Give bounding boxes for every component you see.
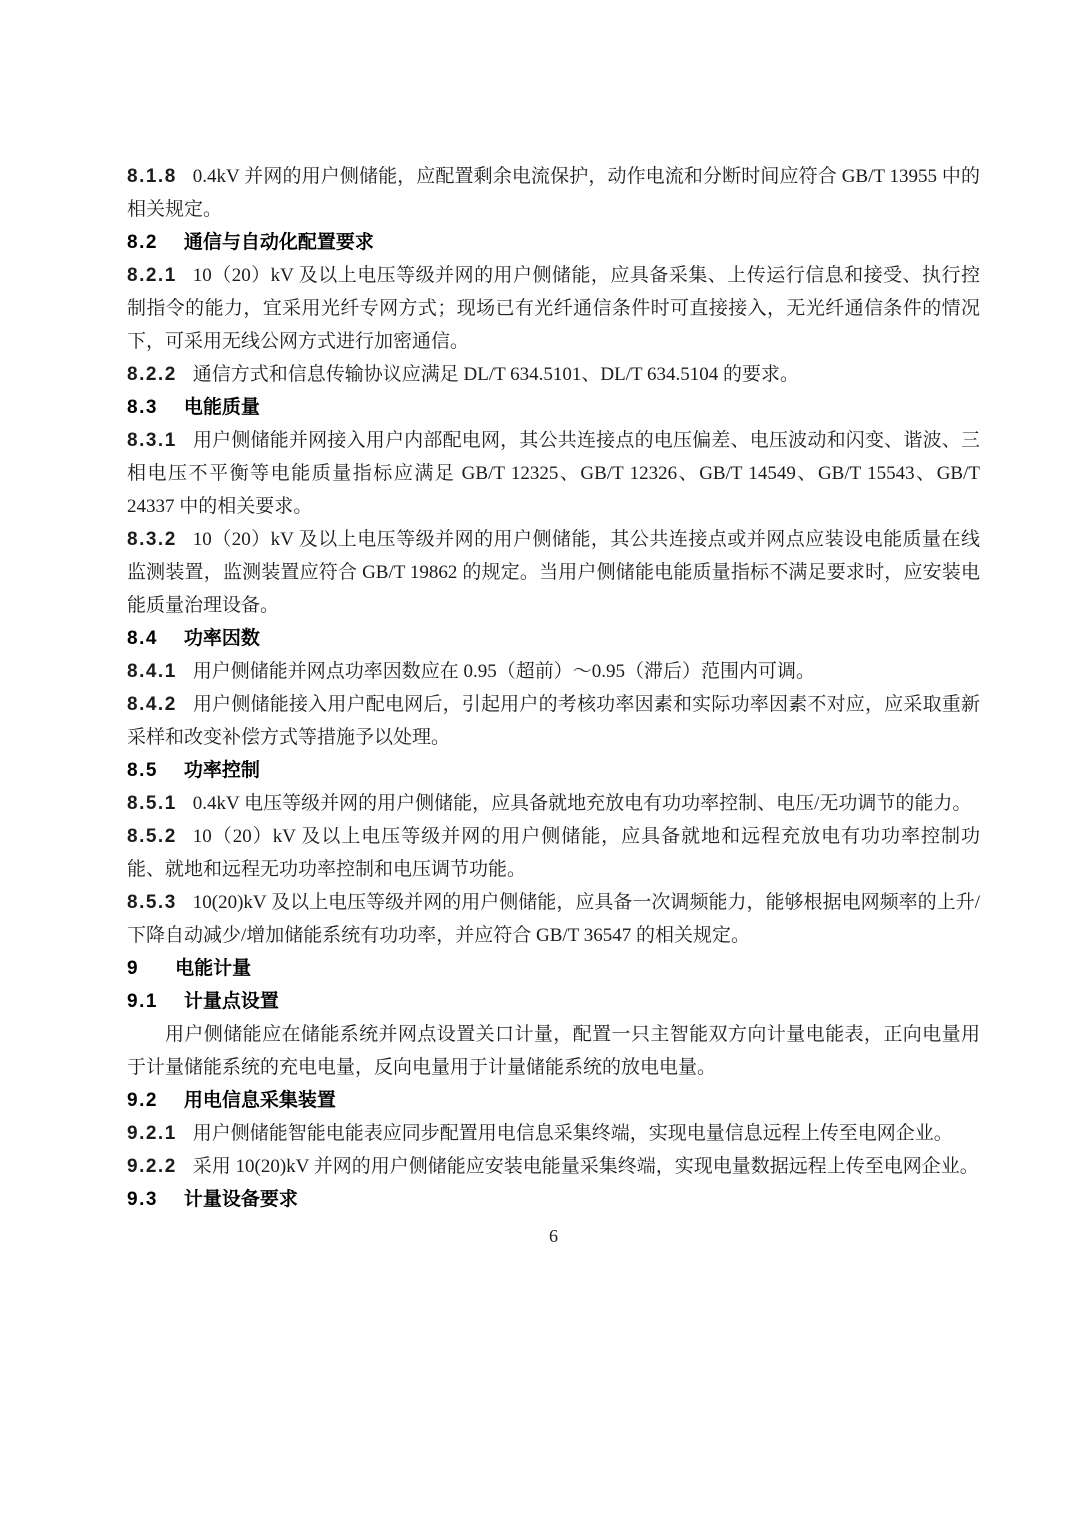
section-heading-8-5 <box>127 754 980 787</box>
chapter-title: 电能计量 <box>175 958 252 979</box>
section-title: 用电信息采集装置 <box>183 1090 336 1111</box>
section-number: 8.5 <box>127 760 158 781</box>
clause-text: 0.4kV 电压等级并网的用户侧储能，应具备就地充放电有功功率控制、电压/无功调节的能力。 <box>192 793 972 814</box>
clause-text: 采用 10(20)kV 并网的用户侧储能应安装电能量采集终端，实现电量数据远程上传至电网企业。 <box>192 1156 979 1177</box>
clause-8-3-2 <box>127 523 980 622</box>
clause-text: 用户侧储能并网点功率因数应在 0.95（超前）～0.95（滞后）范围内可调。 <box>192 661 816 682</box>
clause-8-5-2 <box>127 820 980 886</box>
clause-9-2-2 <box>127 1150 980 1183</box>
section-title: 计量设备要求 <box>183 1189 298 1210</box>
section-title: 计量点设置 <box>183 991 279 1012</box>
clause-8-2-2 <box>127 358 980 391</box>
section-number: 8.4 <box>127 628 158 649</box>
clause-8-4-1 <box>127 655 980 688</box>
clause-8-2-1 <box>127 259 980 358</box>
clause-8-5-3 <box>127 886 980 952</box>
clause-number: 8.5.1 <box>127 793 177 814</box>
clause-number: 8.4.1 <box>127 661 177 682</box>
clause-text: 通信方式和信息传输协议应满足 DL/T 634.5101、DL/T 634.5104 的要求。 <box>192 364 800 385</box>
clause-text: 用户侧储能并网接入用户内部配电网，其公共连接点的电压偏差、电压波动和闪变、谐波、三相电压不平衡等电能质量指标应满足 GB/T 12325、GB/T 12326、GB/T 14549、GB/T 15543、GB/T 24337 中的相关要求。 <box>127 430 980 517</box>
section-heading-8-4 <box>127 622 980 655</box>
chapter-heading-9 <box>127 952 980 985</box>
section-title: 功率因数 <box>183 628 260 649</box>
clause-number: 8.1.8 <box>127 166 177 187</box>
clause-8-1-8 <box>127 160 980 226</box>
section-heading-9-3 <box>127 1183 980 1216</box>
clause-text: 10（20）kV 及以上电压等级并网的用户侧储能，其公共连接点或并网点应装设电能质量在线监测装置，监测装置应符合 GB/T 19862 的规定。当用户侧储能电能质量指标不满足要求时，应安装电能质量治理设备。 <box>127 529 980 616</box>
clause-number: 8.3.2 <box>127 529 177 550</box>
section-number: 9.1 <box>127 991 158 1012</box>
clause-text: 10（20）kV 及以上电压等级并网的用户侧储能，应具备就地和远程充放电有功功率控制功能、就地和远程无功功率控制和电压调节功能。 <box>127 826 980 880</box>
section-heading-8-3 <box>127 391 980 424</box>
chapter-number: 9 <box>127 958 140 979</box>
clause-8-4-2 <box>127 688 980 754</box>
clause-text: 10(20)kV 及以上电压等级并网的用户侧储能，应具备一次调频能力，能够根据电网频率的上升/下降自动减少/增加储能系统有功功率，并应符合 GB/T 36547 的相关规定。 <box>127 892 980 946</box>
clause-number: 8.2.1 <box>127 265 177 286</box>
clause-number: 9.2.1 <box>127 1123 177 1144</box>
body-paragraph: 用户侧储能应在储能系统并网点设置关口计量，配置一只主智能双方向计量电能表，正向电量用于计量储能系统的充电电量，反向电量用于计量储能系统的放电电量。 <box>127 1024 980 1078</box>
section-title: 通信与自动化配置要求 <box>183 232 374 253</box>
section-number: 9.2 <box>127 1090 158 1111</box>
clause-9-2-1 <box>127 1117 980 1150</box>
section-number: 8.3 <box>127 397 158 418</box>
document-body <box>127 160 980 1247</box>
clause-number: 8.2.2 <box>127 364 177 385</box>
clause-text: 用户侧储能智能电能表应同步配置用电信息采集终端，实现电量信息远程上传至电网企业。 <box>192 1123 953 1144</box>
clause-text: 0.4kV 并网的用户侧储能，应配置剩余电流保护，动作电流和分断时间应符合 GB/T 13955 中的相关规定。 <box>127 166 980 220</box>
page-number: 6 <box>549 1226 558 1246</box>
clause-text: 用户侧储能接入用户配电网后，引起用户的考核功率因素和实际功率因素不对应，应采取重新采样和改变补偿方式等措施予以处理。 <box>127 694 980 748</box>
clause-8-3-1 <box>127 424 980 523</box>
section-heading-9-1 <box>127 985 980 1018</box>
section-heading-9-2 <box>127 1084 980 1117</box>
clause-text: 10（20）kV 及以上电压等级并网的用户侧储能，应具备采集、上传运行信息和接受、执行控制指令的能力，宜采用光纤专网方式；现场已有光纤通信条件时可直接接入，无光纤通信条件的情况下，可采用无线公网方式进行加密通信。 <box>127 265 980 352</box>
clause-number: 8.5.2 <box>127 826 177 847</box>
section-heading-8-2 <box>127 226 980 259</box>
section-number: 9.3 <box>127 1189 158 1210</box>
section-title: 电能质量 <box>183 397 260 418</box>
clause-number: 8.4.2 <box>127 694 177 715</box>
clause-number: 8.3.1 <box>127 430 177 451</box>
section-number: 8.2 <box>127 232 158 253</box>
section-title: 功率控制 <box>183 760 260 781</box>
clause-number: 8.5.3 <box>127 892 177 913</box>
clause-8-5-1 <box>127 787 980 820</box>
clause-number: 9.2.2 <box>127 1156 177 1177</box>
